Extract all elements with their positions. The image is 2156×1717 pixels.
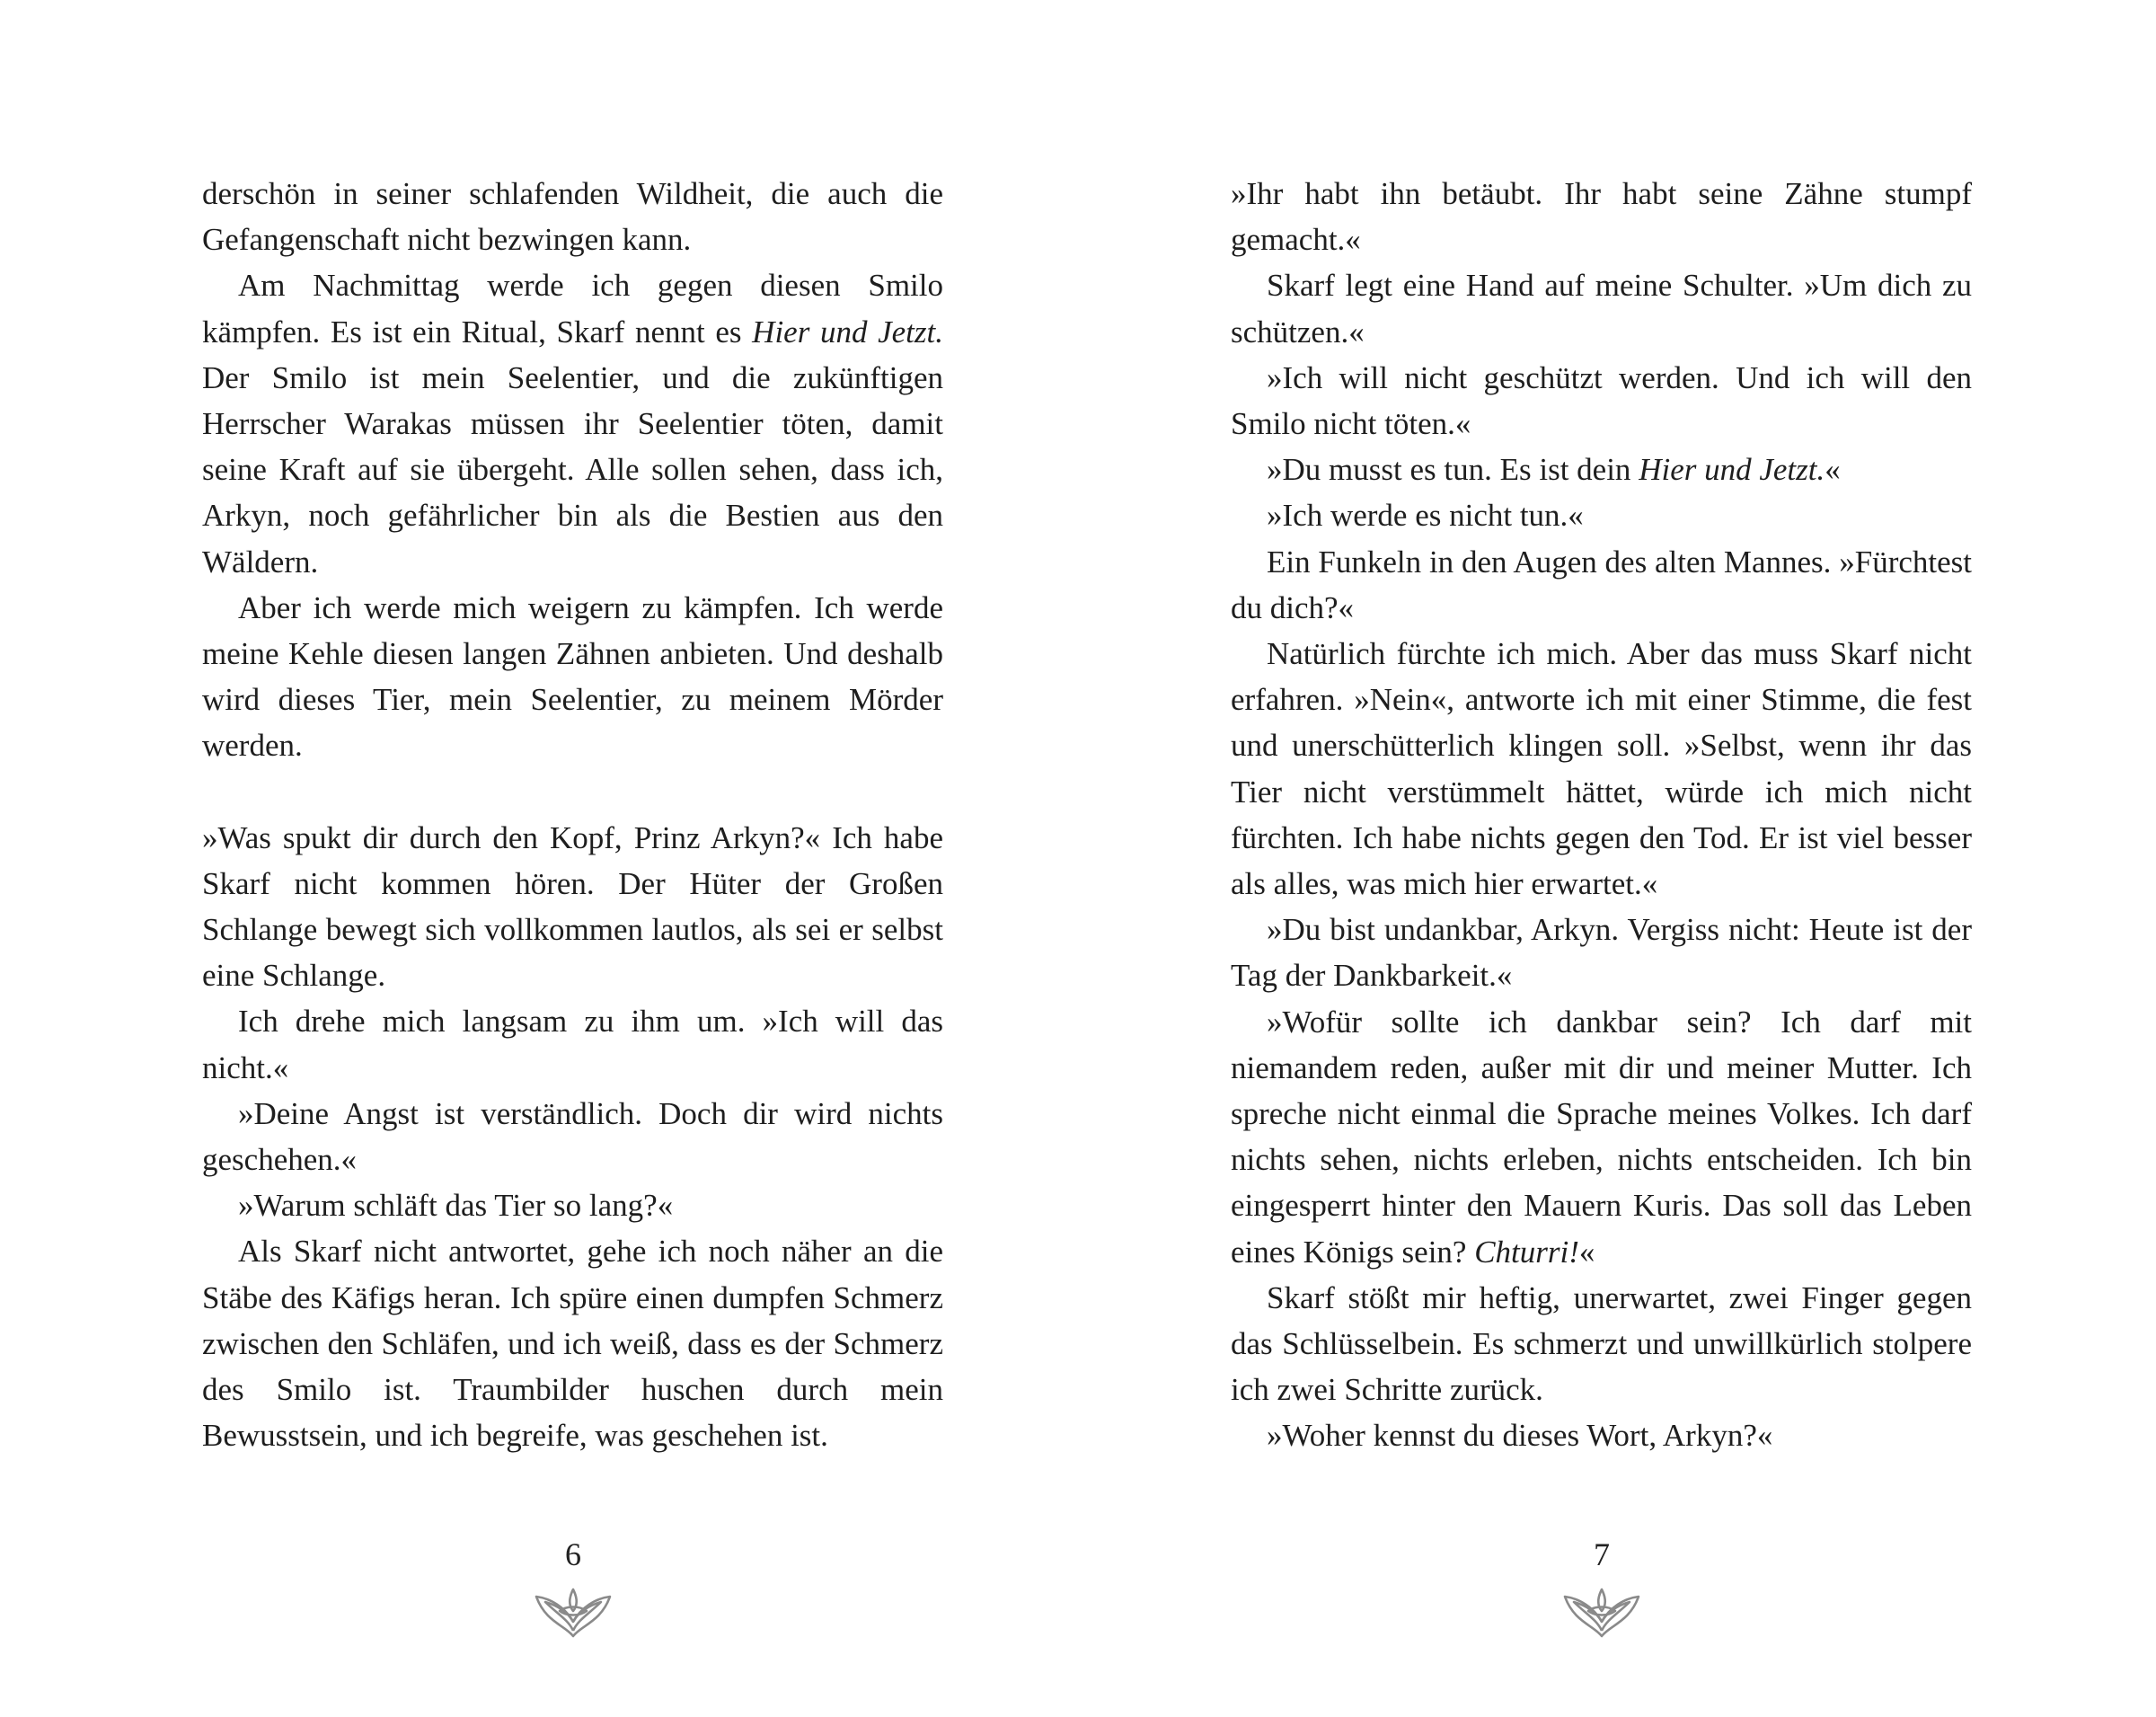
paragraph [1231, 631, 1972, 907]
paragraph [1231, 492, 1972, 538]
paragraph-text: Am Nachmittag werde ich gegen diesen Smilo kämpfen. Es ist ein Ritual, Skarf nennt es [202, 268, 943, 350]
paragraph-text: Aber ich werde mich weigern zu kämpfen. Ich werde meine Kehle diesen langen Zähnen anbieten. Und deshalb wird dieses Tier, mein Seelentier, zu meinem Mörder werden. [202, 589, 943, 764]
paragraph-text: »Was spukt dir durch den Kopf, Prinz Arkyn?« Ich habe Skarf nicht kommen hören. Der Hüter der Großen Schlange bewegt sich vollkommen lautlos, als sei er selbst eine Schlange. [202, 819, 943, 994]
paragraph-text: »Du bist undankbar, Arkyn. Vergiss nicht: Heute ist der Tag der Dankbarkeit.« [1231, 912, 1972, 994]
paragraph [202, 585, 943, 769]
paragraph [1231, 355, 1972, 447]
paragraph [1231, 171, 1972, 262]
paragraph-text: Skarf legt eine Hand auf meine Schulter. »Um dich zu schützen.« [1231, 268, 1972, 350]
left-page-body [202, 171, 943, 1458]
paragraph-text: derschön in seiner schlafenden Wildheit, die auch die Gefangenschaft nicht bezwingen kann. [202, 176, 943, 258]
paragraph [202, 1091, 943, 1182]
paragraph-text: « [1825, 452, 1841, 488]
paragraph [1231, 447, 1972, 492]
paragraph [1231, 1275, 1972, 1413]
paragraph-text: »Du musst es tun. Es ist dein [1267, 452, 1639, 488]
paragraph [202, 815, 943, 999]
italic-phrase: Chturri! [1474, 1234, 1579, 1270]
paragraph [202, 1228, 943, 1458]
paragraph [1231, 1412, 1972, 1458]
celtic-knot-icon [1561, 1586, 1642, 1640]
paragraph [202, 262, 943, 584]
paragraph-text: »Ihr habt ihn betäubt. Ihr habt seine Zähne stumpf gemacht.« [1231, 176, 1972, 258]
paragraph-text: Der Smilo ist mein Seelentier, und die zukünftigen Herrscher Warakas müssen ihr Seelentier töten, damit seine Kraft auf sie übergeht. Alle sollen sehen, dass ich, Arkyn, noch gefährlicher bin als die Bestien aus den Wäldern. [202, 359, 943, 580]
paragraph-text: »Wofür sollte ich dankbar sein? Ich darf mit niemandem reden, außer mit dir und meiner Mutter. Ich spreche nicht einmal die Sprache meines Volkes. Ich darf nichts sehen, nichts erleben, nichts entscheiden. Ich bin eingesperrt hinter den Mauern Kuris. Das soll das Leben eines Königs sein? [1231, 1004, 1972, 1270]
page-number: 6 [565, 1536, 581, 1572]
paragraph-text: »Warum schläft das Tier so lang?« [238, 1188, 674, 1224]
paragraph-text: Skarf stößt mir heftig, unerwartet, zwei Finger gegen das Schlüsselbein. Es schmerzt und unwillkürlich stolpere ich zwei Schritte zurück. [1231, 1279, 1972, 1408]
paragraph [1231, 999, 1972, 1275]
right-page-body [1231, 171, 1972, 1459]
paragraph-text: Ich drehe mich langsam zu ihm um. »Ich will das nicht.« [202, 1004, 943, 1085]
paragraph-text: Ein Funkeln in den Augen des alten Mannes. »Fürchtest du dich?« [1231, 544, 1972, 625]
paragraph-text: Natürlich fürchte ich mich. Aber das muss Skarf nicht erfahren. »Nein«, antworte ich mit einer Stimme, die fest und unerschütterlich klingen soll. »Selbst, wenn ihr das Tier nicht verstümmelt hättet, würde ich mich nicht fürchten. Ich habe nichts gegen den Tod. Er ist viel besser als alles, was mich hier erwartet.« [1231, 636, 1972, 902]
paragraph [202, 998, 943, 1090]
paragraph [202, 171, 943, 262]
paragraph [1231, 539, 1972, 631]
paragraph-text: « [1578, 1234, 1595, 1270]
page-number: 7 [1594, 1536, 1610, 1572]
paragraph-text: Als Skarf nicht antwortet, gehe ich noch näher an die Stäbe des Käfigs heran. Ich spüre einen dumpfen Schmerz zwischen den Schläfen, und ich weiß, dass es der Schmerz des Smilo ist. Traumbilder huschen durch mein Bewusstsein, und ich begreife, was geschehen ist. [202, 1234, 943, 1454]
paragraph-text: »Ich werde es nicht tun.« [1267, 498, 1584, 534]
right-page [1078, 0, 2156, 1717]
celtic-knot-icon [533, 1586, 614, 1640]
italic-phrase: Hier und Jetzt. [1639, 452, 1825, 488]
paragraph-text: »Ich will nicht geschützt werden. Und ich will den Smilo nicht töten.« [1231, 359, 1972, 442]
paragraph [1231, 907, 1972, 998]
paragraph [202, 1182, 943, 1228]
paragraph-text: »Deine Angst ist verständlich. Doch dir wird nichts geschehen.« [202, 1095, 943, 1178]
italic-phrase: Hier und Jetzt. [752, 314, 943, 350]
paragraph-text: »Woher kennst du dieses Wort, Arkyn?« [1267, 1418, 1773, 1454]
paragraph [1231, 262, 1972, 354]
